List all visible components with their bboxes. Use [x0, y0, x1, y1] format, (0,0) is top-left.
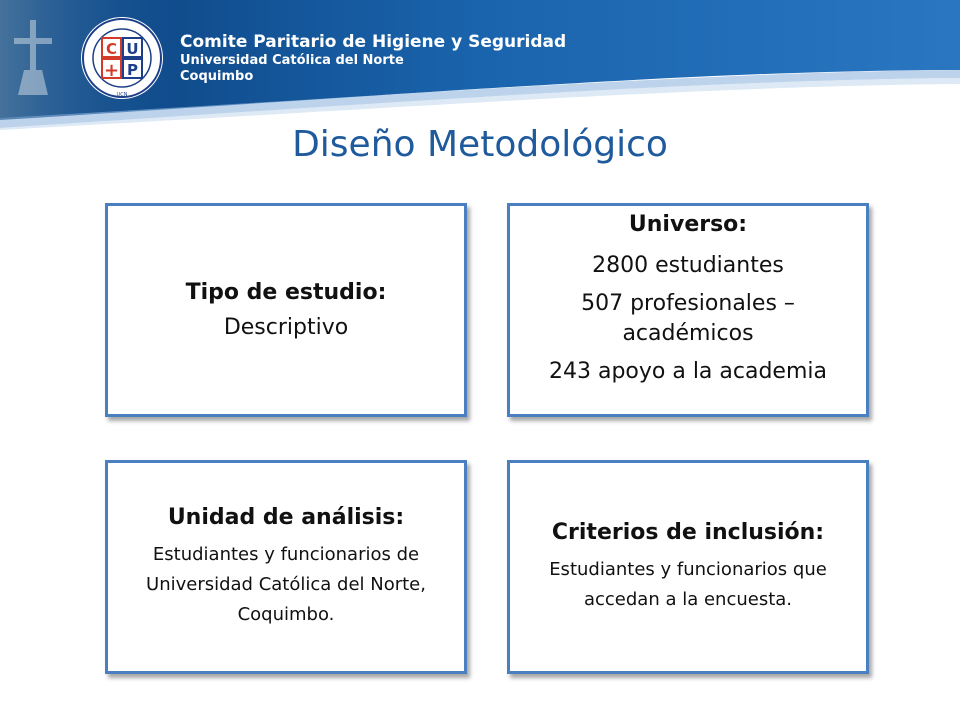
card-text: Descriptivo	[223, 315, 349, 340]
slide-title: Diseño Metodológico	[292, 124, 668, 165]
campus-name: Coquimbo	[180, 69, 254, 84]
card-heading: Unidad de análisis:	[167, 504, 405, 530]
card-heading: Criterios de inclusión:	[551, 519, 825, 545]
card-study-type	[105, 203, 467, 417]
svg-text:+: +	[103, 60, 120, 81]
org-name-line: Comite Paritario de Higiene y Seguridad	[180, 32, 567, 52]
card-text: 243 apoyo a la academia	[548, 359, 827, 384]
svg-text:P: P	[127, 61, 138, 79]
organization-name	[180, 32, 566, 85]
card-inclusion-criteria	[507, 460, 869, 674]
cphs-logo	[80, 16, 164, 100]
card-analysis-unit	[105, 460, 467, 674]
card-universe	[507, 203, 869, 417]
university-name: Universidad Católica del Norte	[180, 53, 404, 68]
svg-text:U: U	[126, 40, 139, 58]
card-heading: Universo:	[628, 212, 748, 237]
svg-text:C: C	[105, 40, 118, 58]
card-text: Estudiantes y funcionarios que accedan a la encuesta.	[549, 558, 827, 610]
card-heading: Tipo de estudio:	[185, 280, 387, 305]
svg-text:UCN: UCN	[116, 92, 128, 98]
card-text: Estudiantes y funcionarios de Universidad Católica del Norte, Coquimbo.	[146, 543, 426, 625]
card-text: 2800 estudiantes	[592, 253, 784, 278]
card-text: 507 profesionales – académicos	[581, 291, 795, 346]
